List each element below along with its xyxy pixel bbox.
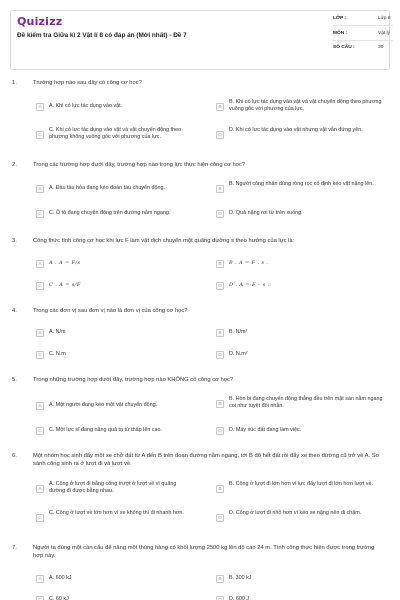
option-a[interactable] bbox=[36, 260, 194, 268]
question-text: Trường hợp nào sau đây có công cơ học? bbox=[33, 80, 142, 86]
option-text: C . A = s/F bbox=[49, 282, 81, 288]
option-text: C. 60 kJ bbox=[49, 596, 69, 600]
option-a[interactable] bbox=[36, 185, 194, 193]
option-text: C. Công ở lượt về lớn hơn vì xe không thì đi nhanh hơn. bbox=[49, 510, 184, 516]
option-text: B. Hòn bi đang chuyển động thẳng đều trên mặt sàn nằm ngang coi như tuyệt đối nhẵn. bbox=[229, 396, 383, 410]
option-text: C. Ô tô đang chuyển động trên đường nằm ngang. bbox=[49, 210, 171, 216]
option-c[interactable] bbox=[36, 210, 194, 218]
option-d[interactable] bbox=[216, 427, 388, 435]
option-b[interactable] bbox=[216, 329, 388, 337]
option-b[interactable] bbox=[216, 396, 388, 410]
option-letter-box: B bbox=[216, 260, 224, 268]
option-letter-box: B bbox=[216, 329, 224, 337]
question-text: Trong các trường hợp dưới đây, trường hợp nào trọng lực thực hiện công cơ học? bbox=[33, 162, 246, 168]
question-number: 5. bbox=[12, 377, 17, 383]
question-text: Một nhóm học sinh đẩy một xe chở đất từ A đến B trên đoạn đường nằm ngang, tới B đổ hết đất rồi đẩy xe theo đường cũ trở về A. So sánh công sinh ra ở lượt đi và lượt về. bbox=[33, 453, 379, 467]
option-b[interactable] bbox=[216, 260, 388, 268]
option-letter-box: A bbox=[36, 103, 44, 111]
option-a[interactable] bbox=[36, 481, 194, 495]
option-letter-box: C bbox=[36, 131, 44, 139]
meta-divider bbox=[333, 40, 393, 41]
option-d[interactable] bbox=[216, 127, 388, 139]
question-number: 2. bbox=[12, 162, 17, 168]
option-c[interactable] bbox=[36, 351, 194, 359]
option-letter-box: B bbox=[216, 485, 224, 493]
option-a[interactable] bbox=[36, 329, 194, 337]
page-title: Đề kiểm tra Giữa kì 2 Vật lí 8 có đáp án (Mới nhất) - Đề 7 bbox=[17, 32, 187, 39]
question-number: 7. bbox=[12, 545, 17, 551]
question-number: 6. bbox=[12, 453, 17, 459]
option-letter-box: A bbox=[36, 329, 44, 337]
option-c[interactable] bbox=[36, 427, 194, 435]
option-text: C. Khi có lực tác dụng vào vật và vật chuyển động theo phương không vuông góc với phương của lực. bbox=[49, 127, 182, 141]
option-d[interactable] bbox=[216, 282, 388, 290]
option-b[interactable] bbox=[216, 481, 388, 493]
option-text: A. 600 kJ bbox=[49, 575, 72, 581]
option-d[interactable] bbox=[216, 596, 388, 600]
option-text: D. 600 J bbox=[229, 596, 250, 600]
option-letter-box: C bbox=[36, 427, 44, 435]
option-text: B . A = F . s . bbox=[229, 260, 269, 266]
question-number: 3. bbox=[12, 238, 17, 244]
option-letter-box: D bbox=[216, 351, 224, 359]
option-letter-box: A bbox=[36, 575, 44, 583]
meta-count-label: SỐ CÂU : bbox=[333, 45, 355, 50]
option-letter-box: A bbox=[36, 402, 44, 410]
option-c[interactable] bbox=[36, 596, 194, 600]
option-text: C. N.m bbox=[49, 351, 66, 357]
option-letter-box: A bbox=[36, 185, 44, 193]
option-text: A. N/m bbox=[49, 329, 66, 335]
question-number: 1. bbox=[12, 80, 17, 86]
meta-count-value: 30 bbox=[378, 45, 384, 50]
option-text: A . A = F/s bbox=[49, 260, 81, 266]
option-b[interactable] bbox=[216, 575, 388, 583]
option-letter-box: B bbox=[216, 400, 224, 408]
option-letter-box: D bbox=[216, 596, 224, 600]
option-d[interactable] bbox=[216, 210, 388, 218]
option-text: B. Khi có lực tác dụng vào vật và vật chuyển động theo phương vuông góc với phương của lực. bbox=[229, 99, 382, 113]
option-text: A. Một người đang kéo một vật chuyển động. bbox=[49, 402, 158, 408]
meta-class-label: LỚP : bbox=[333, 16, 347, 21]
option-letter-box: D bbox=[216, 131, 224, 139]
option-letter-box: C bbox=[36, 210, 44, 218]
question-text: Công thức tính công cơ học khi lực F làm vật dịch chuyển một quãng đường s theo hướng của lực là: bbox=[33, 238, 295, 244]
question-text: Trong những trường hợp dưới đây, trường hợp nào KHÔNG có công cơ học? bbox=[33, 377, 234, 383]
option-text: D. Công ở lượt đi nhỏ hơn vì kéo xe nặng nên đi chậm. bbox=[229, 510, 362, 516]
option-letter-box: A bbox=[36, 485, 44, 493]
option-d[interactable] bbox=[216, 351, 388, 359]
option-text: A. Công ở lượt đi bằng công trượt ở lượt về vì quãng đường đi được bằng nhau. bbox=[49, 481, 177, 495]
option-text: B. Công ở lượt đi lớn hơn vì lực đẩy lượt đi lớn hơn lượt về. bbox=[229, 481, 373, 487]
meta-subject-value: Vật lý bbox=[378, 31, 390, 36]
option-letter-box: B bbox=[216, 575, 224, 583]
option-letter-box: C bbox=[36, 514, 44, 522]
option-letter-box: C bbox=[36, 282, 44, 290]
option-text: B. 300 kJ bbox=[229, 575, 252, 581]
option-text: A. Khi có lực tác dụng vào vật. bbox=[49, 103, 123, 109]
quizizz-logo: Quizizz bbox=[17, 15, 63, 28]
option-letter-box: C bbox=[36, 351, 44, 359]
option-a[interactable] bbox=[36, 575, 194, 583]
meta-subject-label: MÔN : bbox=[333, 31, 348, 36]
option-text: D. N.m² bbox=[229, 351, 248, 357]
meta-divider bbox=[333, 25, 393, 26]
option-letter-box: A bbox=[36, 260, 44, 268]
option-text: A. Đầu tàu hỏa đang kéo đoàn tàu chuyển động. bbox=[49, 185, 165, 191]
option-c[interactable] bbox=[36, 127, 194, 141]
option-b[interactable] bbox=[216, 99, 388, 113]
option-c[interactable] bbox=[36, 510, 194, 522]
option-letter-box: D bbox=[216, 210, 224, 218]
option-text: D. Quả nặng rơi từ trên xuống. bbox=[229, 210, 303, 216]
question-text: Trong các đơn vị sau đơn vị nào là đơn vị của công cơ học? bbox=[33, 308, 188, 314]
option-letter-box: B bbox=[216, 185, 224, 193]
option-a[interactable] bbox=[36, 103, 194, 111]
option-c[interactable] bbox=[36, 282, 194, 290]
worksheet-header bbox=[10, 10, 390, 70]
question-number: 4. bbox=[12, 308, 17, 314]
option-text: B. N/m² bbox=[229, 329, 248, 335]
option-letter-box: D bbox=[216, 514, 224, 522]
option-text: B. Người công nhân dùng ròng rọc cố định kéo vật nặng lên. bbox=[229, 181, 374, 187]
option-a[interactable] bbox=[36, 402, 194, 410]
option-letter-box: C bbox=[36, 596, 44, 600]
option-text: D . A = F – s . bbox=[229, 282, 270, 288]
option-text: C. Một lực sĩ đang nâng quả tạ từ thấp lên cao. bbox=[49, 427, 163, 433]
option-text: D. Máy xúc đất đang làm việc. bbox=[229, 427, 302, 433]
option-letter-box: D bbox=[216, 427, 224, 435]
option-d[interactable] bbox=[216, 510, 388, 522]
question-text: Người ta dùng một cần cẩu để nâng một thùng hàng có khối lượng 2500 kg lên độ cao 24 m. Tính công thực hiện được trong trường hợp này. bbox=[33, 545, 375, 559]
option-text: D. Khi có lực tác dụng vào vật nhưng vật vẫn đứng yên. bbox=[229, 127, 363, 133]
meta-class-value: Lớp 8 bbox=[378, 16, 391, 21]
option-letter-box: B bbox=[216, 103, 224, 111]
option-b[interactable] bbox=[216, 181, 388, 193]
option-letter-box: D bbox=[216, 282, 224, 290]
